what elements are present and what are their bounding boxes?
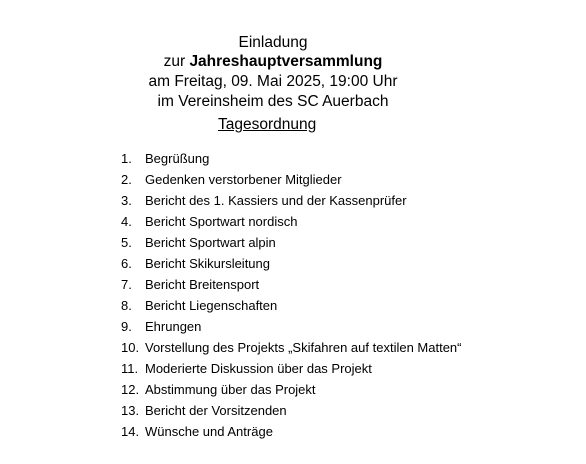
agenda-text: Bericht Skikursleitung <box>145 256 270 271</box>
agenda-text: Wünsche und Anträge <box>145 424 273 439</box>
agenda-number: 6. <box>121 256 132 271</box>
agenda-item <box>0 255 586 276</box>
agenda-item <box>0 150 586 171</box>
meeting-name: Jahreshauptversammlung <box>189 53 383 70</box>
agenda-text: Abstimmung über das Projekt <box>145 382 316 397</box>
agenda-item <box>0 213 586 234</box>
agenda-item <box>0 339 586 360</box>
agenda-item <box>0 234 586 255</box>
agenda-text: Bericht der Vorsitzenden <box>145 403 287 418</box>
agenda-number: 8. <box>121 298 132 313</box>
agenda-number: 2. <box>121 172 132 187</box>
agenda-text: Moderierte Diskussion über das Projekt <box>145 361 372 376</box>
agenda-text: Bericht Sportwart alpin <box>145 235 276 250</box>
agenda-item <box>0 318 586 339</box>
agenda-number: 1. <box>121 151 132 166</box>
agenda-number: 11. <box>121 361 139 376</box>
agenda-number: 5. <box>121 235 132 250</box>
agenda-list <box>0 150 586 444</box>
agenda-number: 13. <box>121 403 140 418</box>
agenda-text: Bericht des 1. Kassiers und der Kassenprüfer <box>145 193 407 208</box>
agenda-number: 10. <box>121 340 140 355</box>
agenda-number: 14. <box>121 424 140 439</box>
agenda-item <box>0 360 586 381</box>
agenda-text: Bericht Sportwart nordisch <box>145 214 298 229</box>
agenda-text: Vorstellung des Projekts „Skifahren auf textilen Matten“ <box>145 340 462 355</box>
agenda-text: Ehrungen <box>145 319 202 334</box>
agenda-item <box>0 423 586 444</box>
meeting-name-line <box>0 52 546 71</box>
meeting-location: im Vereinsheim des SC Auerbach <box>157 93 389 110</box>
agenda-item <box>0 402 586 423</box>
agenda-item <box>0 297 586 318</box>
agenda-item <box>0 276 586 297</box>
agenda-text: Gedenken verstorbener Mitglieder <box>145 172 342 187</box>
agenda-number: 3. <box>121 193 132 208</box>
agenda-text: Bericht Liegenschaften <box>145 298 278 313</box>
agenda-number: 12. <box>121 382 140 397</box>
agenda-number: 4. <box>121 214 132 229</box>
agenda-text: Bericht Breitensport <box>145 277 260 292</box>
agenda-number: 9. <box>121 319 132 334</box>
agenda-item <box>0 171 586 192</box>
agenda-text: Begrüßung <box>145 151 210 166</box>
agenda-heading: Tagesordnung <box>218 116 317 133</box>
invitation-title: Einladung <box>238 34 308 51</box>
agenda-number: 7. <box>121 277 132 292</box>
meeting-date: am Freitag, 09. Mai 2025, 19:00 Uhr <box>148 73 398 90</box>
agenda-item <box>0 381 586 402</box>
meeting-prefix: zur <box>163 53 190 70</box>
agenda-item <box>0 192 586 213</box>
